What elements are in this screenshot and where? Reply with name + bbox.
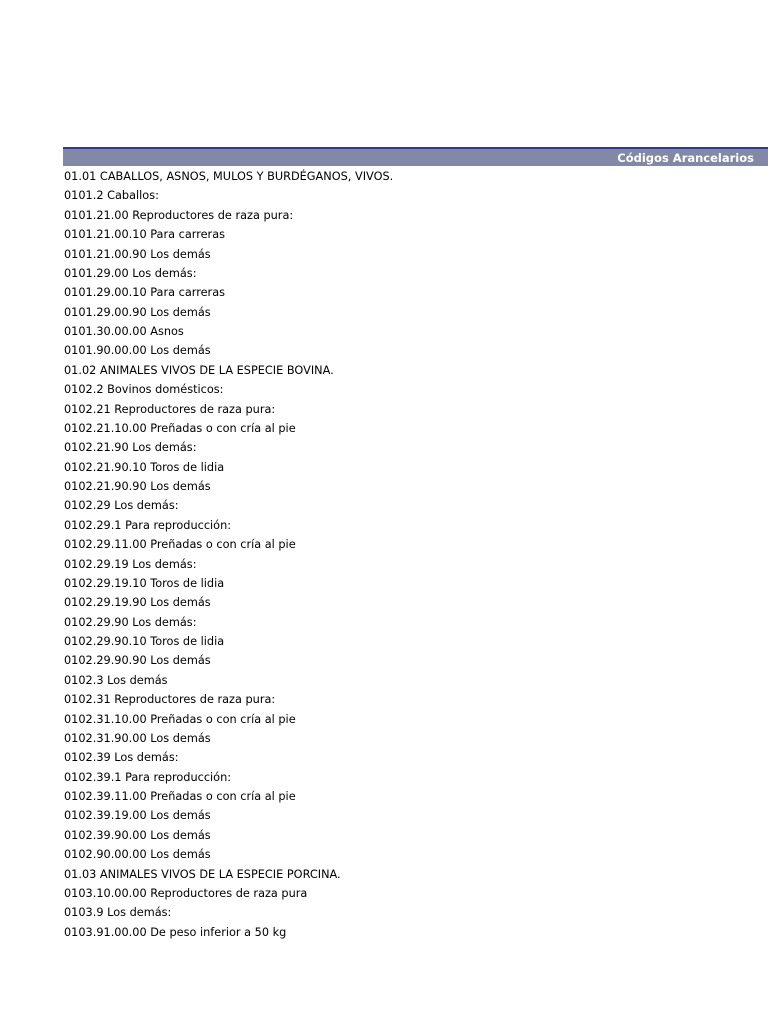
list-item: 0101.90.00.00 Los demás — [64, 344, 211, 358]
list-item: 0102.90.00.00 Los demás — [64, 848, 211, 862]
list-item: 0102.29.11.00 Preñadas o con cría al pie — [64, 538, 296, 552]
list-item: 0101.29.00.90 Los demás — [64, 305, 211, 319]
list-item: 0101.2 Caballos: — [64, 189, 159, 203]
list-item: 0103.10.00.00 Reproductores de raza pura — [64, 886, 308, 900]
list-item: 0101.21.00 Reproductores de raza pura: — [64, 208, 294, 222]
section-header-title: Códigos Arancelarios — [617, 151, 754, 165]
list-item: 0102.21.10.00 Preñadas o con cría al pie — [64, 421, 296, 435]
list-item: 0101.30.00.00 Asnos — [64, 325, 184, 338]
list-item: 0101.29.00.10 Para carreras — [64, 286, 226, 300]
list-item: 0102.39.90.00 Los demás — [64, 828, 211, 842]
list-item: 0102.29.19.90 Los demás — [64, 596, 211, 610]
list-item: 0102.2 Bovinos domésticos: — [64, 383, 224, 397]
list-item: 0102.29.19 Los demás: — [64, 557, 197, 571]
list-item: 0102.29.1 Para reproducción: — [64, 518, 232, 532]
list-item: 0102.29.90.90 Los demás — [64, 654, 211, 668]
list-item: 0103.9 Los demás: — [64, 906, 172, 920]
list-item: 0102.31.90.00 Los demás — [64, 731, 211, 745]
list-item: 0103.91.00.00 De peso inferior a 50 kg — [64, 925, 287, 939]
list-item: 0101.21.00.10 Para carreras — [64, 228, 226, 242]
list-item: 0102.21.90.90 Los demás — [64, 480, 211, 493]
list-item: 0101.29.00 Los demás: — [64, 266, 197, 280]
list-item: 0101.21.00.90 Los demás — [64, 247, 211, 261]
list-item: 01.01 CABALLOS, ASNOS, MULOS Y BURDÉGANOS, VIVOS. — [64, 170, 394, 183]
list-item: 0102.31 Reproductores de raza pura: — [64, 693, 276, 707]
list-item: 0102.21.90.10 Toros de lidia — [64, 460, 225, 474]
list-item: 0102.31.10.00 Preñadas o con cría al pie — [64, 712, 296, 726]
list-item: 0102.21.90 Los demás: — [64, 441, 197, 455]
list-item: 01.03 ANIMALES VIVOS DE LA ESPECIE PORCINA. — [64, 867, 341, 881]
section-header-bar — [63, 147, 768, 166]
list-item: 0102.29.90 Los demás: — [64, 615, 197, 629]
tariff-code-list — [64, 167, 393, 942]
list-item: 0102.29 Los demás: — [64, 499, 179, 513]
list-item: 0102.39.11.00 Preñadas o con cría al pie — [64, 790, 296, 803]
list-item: 0102.21 Reproductores de raza pura: — [64, 402, 276, 416]
list-item: 0102.3 Los demás — [64, 673, 168, 687]
list-item: 0102.39.1 Para reproducción: — [64, 770, 232, 784]
list-item: 0102.29.19.10 Toros de lidia — [64, 576, 225, 590]
list-item: 0102.29.90.10 Toros de lidia — [64, 635, 225, 648]
list-item: 0102.39.19.00 Los demás — [64, 809, 211, 823]
list-item: 01.02 ANIMALES VIVOS DE LA ESPECIE BOVINA. — [64, 363, 334, 377]
list-item: 0102.39 Los demás: — [64, 751, 179, 765]
